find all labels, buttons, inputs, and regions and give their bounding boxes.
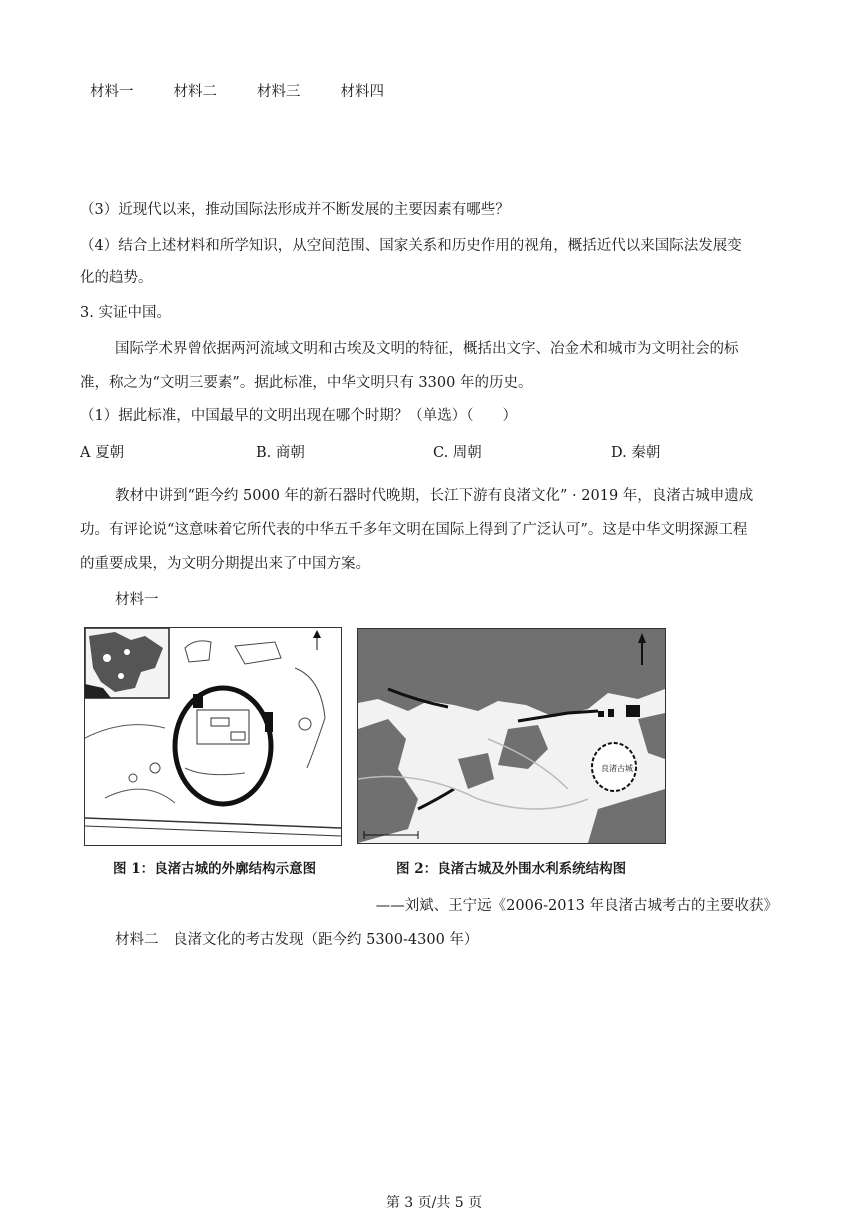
figure-2-map [357,628,666,844]
option-d[interactable]: D. 秦朝 [611,445,661,461]
citation: ——刘斌、王宁远《2006-2013 年良渚古城考古的主要收获》 [375,898,778,914]
paragraph-line1: 教材中讲到“距今约 5000 年的新石器时代晚期，长江下游有良渚文化” · 2019 年，良渚古城申遗成 [115,488,754,504]
paragraph-line2: 功。有评论说“这意味着它所代表的中华五千多年文明在国际上得到了广泛认可”。这是中华文明探源工程 [80,522,748,538]
figure-1-map-graphic [85,628,341,845]
figure-2-map-graphic [358,629,665,843]
tab-material-3[interactable]: 材料三 [257,84,301,100]
option-a[interactable]: A 夏朝 [80,445,125,461]
figure-1-map [84,627,342,846]
figure-2-caption: 图 2：良渚古城及外围水利系统结构图 [396,861,627,877]
tab-material-4[interactable]: 材料四 [340,84,384,100]
page-footer: 第 3 页/共 5 页 [385,1195,483,1211]
paragraph-line3: 的重要成果，为文明分期提出来了中国方案。 [80,556,370,572]
question-1: （1）据此标准，中国最早的文明出现在哪个时期？（单选）（ ） [80,408,517,424]
figure-1-caption: 图 1：良渚古城的外廓结构示意图 [113,861,317,877]
section-3-title: 3. 实证中国。 [80,305,171,321]
material-tabs [90,80,384,101]
material-2-heading: 材料二 良渚文化的考古发现（距今约 5300-4300 年） [115,932,479,948]
option-c[interactable]: C. 周朝 [433,445,482,461]
liangzhu-city-label: 良渚古城 [601,764,633,773]
tab-material-2[interactable]: 材料二 [173,84,217,100]
question-3: （3）近现代以来，推动国际法形成并不断发展的主要因素有哪些？ [80,202,510,218]
intro-line2: 准，称之为“文明三要素”。据此标准，中华文明只有 3300 年的历史。 [80,375,533,391]
question-4-line2: 化的趋势。 [80,270,153,286]
option-b[interactable]: B. 商朝 [256,445,305,461]
tab-material-1[interactable]: 材料一 [90,84,134,100]
question-4-line1: （4）结合上述材料和所学知识，从空间范围、国家关系和历史作用的视角，概括近代以来国际法发展变 [80,238,742,254]
intro-line1: 国际学术界曾依据两河流域文明和古埃及文明的特征，概括出文字、冶金术和城市为文明社会的标 [115,341,739,357]
material-1-label: 材料一 [115,592,159,608]
